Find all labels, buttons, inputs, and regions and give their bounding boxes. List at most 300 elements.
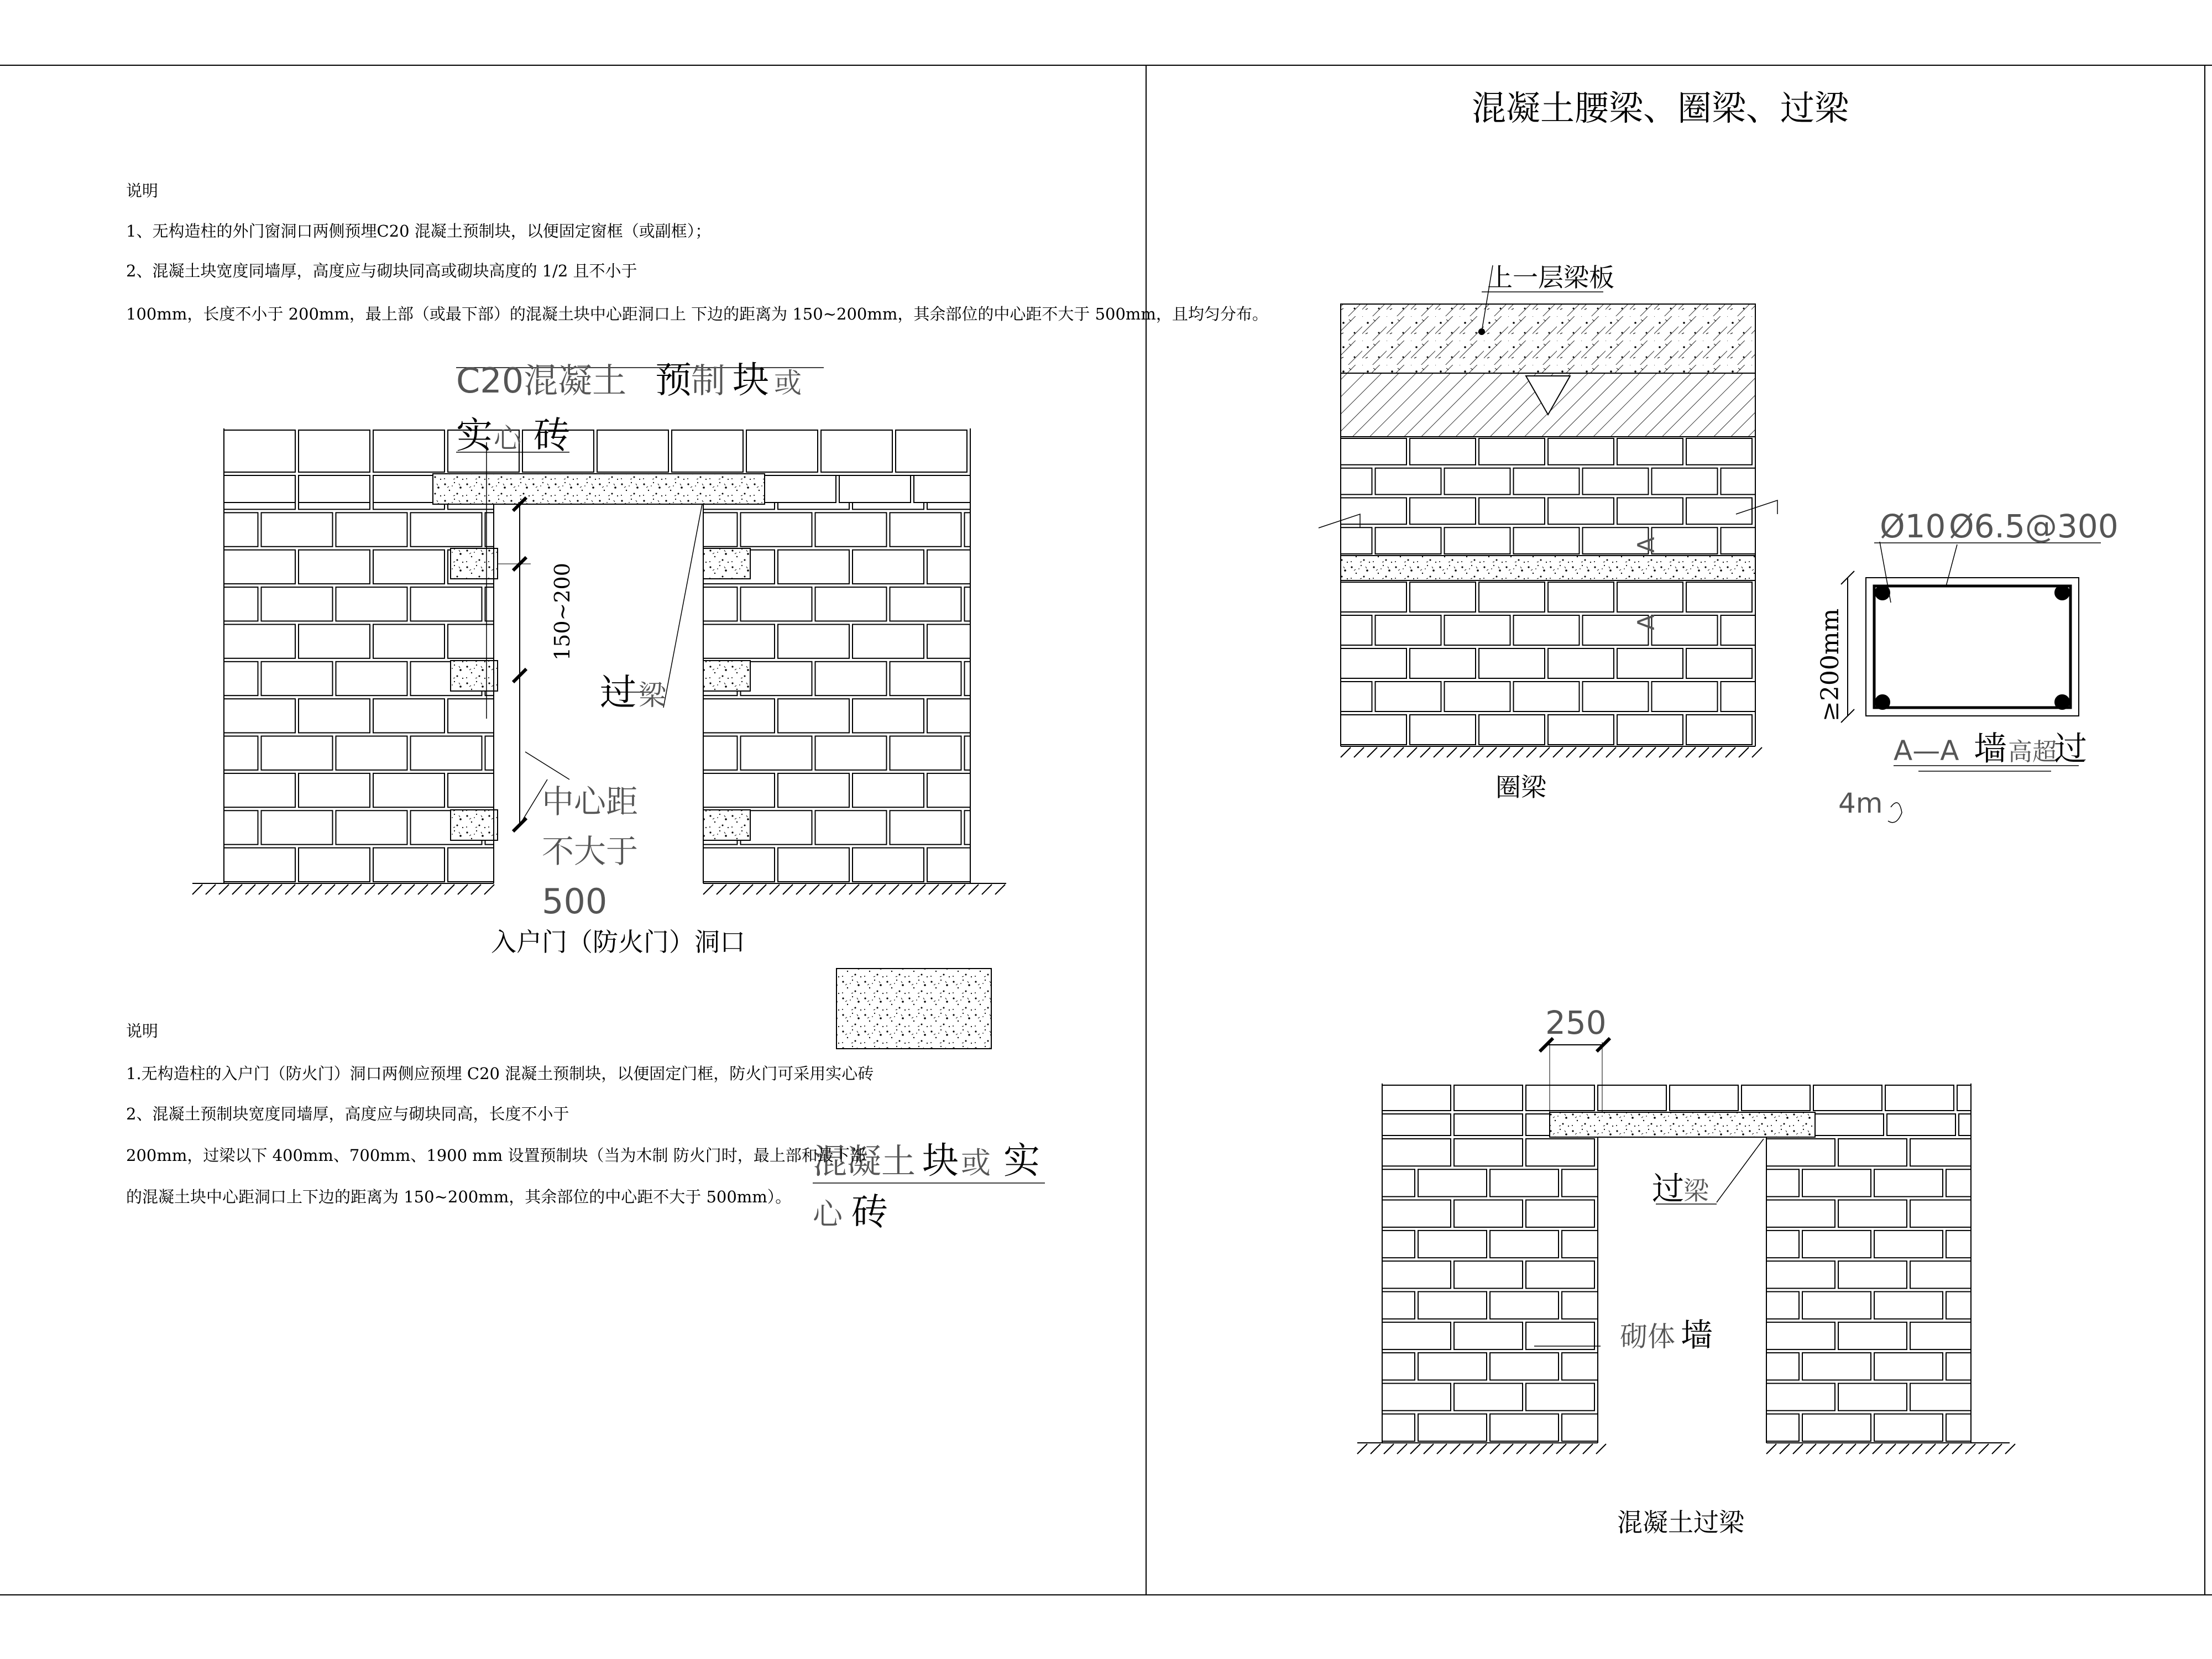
brick xyxy=(336,662,407,695)
brick xyxy=(1376,615,1441,645)
brick xyxy=(778,848,849,882)
brick xyxy=(1382,1085,1451,1111)
brick xyxy=(1885,1085,1954,1111)
brick xyxy=(853,699,924,732)
brick xyxy=(1742,1085,1810,1111)
brick xyxy=(741,810,812,844)
lintel-label-part-1: 过 xyxy=(1652,1170,1685,1207)
brick xyxy=(815,810,887,844)
brick xyxy=(1874,1353,1943,1380)
brick xyxy=(373,848,445,882)
brick xyxy=(853,848,924,882)
lintel-label-part-1: 过 xyxy=(600,671,636,714)
note-2-line-2: 2、混凝土预制块宽度同墙厚，高度应与砌块同高，长度不小于 xyxy=(126,1105,569,1123)
brick xyxy=(765,475,836,503)
brick xyxy=(336,736,407,770)
brick xyxy=(1382,1383,1451,1410)
brick xyxy=(1526,1261,1594,1288)
section-caption-b: 墙 xyxy=(1974,730,2007,768)
brick xyxy=(299,848,370,882)
note-2-line-1: 1.无构造柱的入户门（防火门）洞口两侧应预埋 C20 混凝土预制块，以便固定门框，防火门可采用实心砖 xyxy=(126,1064,874,1083)
brick xyxy=(1910,1200,1971,1227)
brick xyxy=(1479,498,1545,525)
brick xyxy=(741,662,812,695)
brick xyxy=(224,624,295,658)
rebar xyxy=(1875,695,1890,709)
brick xyxy=(815,587,887,621)
section-caption-a: A—A xyxy=(1894,735,1959,767)
brick xyxy=(1838,1261,1907,1288)
brick xyxy=(778,624,849,658)
brick xyxy=(1445,527,1510,554)
brick xyxy=(703,773,775,807)
lintel-dim-label: 250 xyxy=(1545,1004,1607,1042)
brick xyxy=(927,550,970,584)
brick xyxy=(703,512,738,546)
brick xyxy=(1946,1353,1971,1380)
brick xyxy=(1562,1231,1598,1258)
brick xyxy=(411,512,482,546)
spacing-label-2: 不大于 xyxy=(542,833,639,870)
note-1 xyxy=(126,181,1268,323)
legend-label-part-b: 块 xyxy=(922,1139,959,1182)
brick xyxy=(1583,682,1649,711)
rebar-label-main: Ø10 xyxy=(1880,507,1946,545)
brick xyxy=(1490,1292,1559,1319)
brick xyxy=(1410,498,1476,525)
brick xyxy=(778,699,849,732)
legend-swatch xyxy=(836,969,991,1049)
brick xyxy=(927,624,970,658)
brick xyxy=(1548,498,1614,525)
ring-beam xyxy=(1341,556,1755,580)
brick xyxy=(1910,1261,1971,1288)
brick xyxy=(1341,438,1406,465)
note-2-line-4: 的混凝土块中心距洞口上下边的距离为 150~200mm，其余部位的中心距不大于 500mm）。 xyxy=(126,1187,792,1206)
brick xyxy=(1341,648,1406,678)
brick xyxy=(1454,1322,1523,1349)
brick xyxy=(1454,1085,1523,1111)
precast-block xyxy=(451,810,498,840)
brick xyxy=(1418,1414,1487,1441)
brick xyxy=(703,587,738,621)
precast-block xyxy=(451,548,498,579)
precast-label-part-1: C20混凝土 xyxy=(456,360,627,401)
section-height-label: ≥200mm xyxy=(1816,608,1844,721)
section-caption-c: 高超 xyxy=(2008,738,2057,766)
brick xyxy=(1526,1322,1594,1349)
brick xyxy=(1766,1139,1835,1166)
brick xyxy=(1598,1085,1666,1111)
brick xyxy=(1526,1383,1594,1410)
brick xyxy=(224,512,258,546)
brick xyxy=(1617,582,1683,612)
brick xyxy=(1490,1169,1559,1196)
dimension-label: 150~200 xyxy=(550,563,574,661)
rebar xyxy=(2055,585,2069,600)
brick xyxy=(224,810,258,844)
brick xyxy=(597,430,668,472)
brick xyxy=(1562,1353,1598,1380)
brick xyxy=(1410,438,1476,465)
brick xyxy=(1686,715,1752,745)
precast-block xyxy=(703,548,750,579)
brick xyxy=(815,512,887,546)
brick xyxy=(1548,715,1614,745)
brick xyxy=(336,587,407,621)
legend-label-part-a: 混凝土 xyxy=(813,1141,916,1181)
brick xyxy=(485,736,494,770)
brick xyxy=(373,624,445,658)
brick xyxy=(1838,1322,1907,1349)
brick xyxy=(1454,1114,1523,1135)
brick xyxy=(1526,1114,1550,1135)
brick xyxy=(1721,615,1756,645)
brick xyxy=(224,662,258,695)
brick xyxy=(1341,468,1372,495)
door-lintel xyxy=(433,474,765,504)
brick xyxy=(1562,1292,1598,1319)
brick xyxy=(1490,1353,1559,1380)
brick xyxy=(1721,468,1756,495)
brick xyxy=(965,587,971,621)
brick xyxy=(1910,1139,1971,1166)
brick xyxy=(1617,648,1683,678)
brick xyxy=(224,587,258,621)
brick xyxy=(1445,468,1510,495)
brick xyxy=(965,810,971,844)
brick xyxy=(815,662,887,695)
brick xyxy=(448,848,494,882)
brick xyxy=(1946,1292,1971,1319)
ring-wall-lower xyxy=(1341,580,1755,746)
brick xyxy=(411,587,482,621)
brick xyxy=(1382,1322,1451,1349)
brick xyxy=(1686,582,1752,612)
precast-block xyxy=(703,661,750,691)
brick xyxy=(1479,582,1545,612)
brick xyxy=(1341,615,1372,645)
brick xyxy=(1721,682,1756,711)
brick xyxy=(1479,438,1545,465)
note-1-line-1: 1、无构造柱的外门窗洞口两侧预埋C20 混凝土预制块，以便固定窗框（或副框）； xyxy=(126,222,712,240)
brick xyxy=(1874,1292,1943,1319)
brick xyxy=(741,587,812,621)
section-caption-e: 4m xyxy=(1838,787,1883,819)
brick xyxy=(1376,527,1441,554)
brick xyxy=(1341,498,1406,525)
panel-title: 混凝土腰梁、圈梁、过梁 xyxy=(1472,88,1849,128)
brick xyxy=(1838,1383,1907,1410)
brick xyxy=(262,512,333,546)
brick xyxy=(839,475,911,503)
brick xyxy=(1766,1261,1835,1288)
brick xyxy=(1562,1414,1598,1441)
brick xyxy=(1583,468,1649,495)
brick xyxy=(1766,1200,1835,1227)
brick xyxy=(853,624,924,658)
brick xyxy=(373,773,445,807)
brick xyxy=(1910,1322,1971,1349)
brick xyxy=(1376,468,1441,495)
brick xyxy=(1802,1231,1871,1258)
brick xyxy=(741,736,812,770)
brick xyxy=(1514,615,1580,645)
section-mark-a-lower: A xyxy=(1633,614,1660,630)
brick xyxy=(1766,1292,1799,1319)
legend-label-part-f: 砖 xyxy=(851,1191,888,1233)
brick xyxy=(1514,468,1580,495)
slab-label: 上一层梁板 xyxy=(1487,263,1614,292)
brick xyxy=(1382,1139,1451,1166)
brick xyxy=(299,475,370,503)
brick xyxy=(1802,1353,1871,1380)
lintel-wall-left xyxy=(1382,1137,1598,1443)
ring-beam-caption: 圈梁 xyxy=(1495,772,1546,802)
brick xyxy=(672,430,743,472)
brick xyxy=(1382,1261,1451,1288)
brick xyxy=(1490,1231,1559,1258)
brick xyxy=(1562,1169,1598,1196)
brick xyxy=(1686,648,1752,678)
lintel-label-part-2: 梁 xyxy=(639,679,666,711)
brick xyxy=(1617,498,1683,525)
brick xyxy=(1341,682,1372,711)
section-outline xyxy=(1866,578,2079,716)
precast-label-part-4: 块 xyxy=(733,359,769,401)
brick xyxy=(299,773,370,807)
ring-wall-upper xyxy=(1341,437,1755,556)
brick xyxy=(1959,1114,1971,1135)
brick xyxy=(1766,1414,1799,1441)
brick xyxy=(299,550,370,584)
brick xyxy=(224,848,295,882)
brick xyxy=(1454,1200,1523,1227)
legend-label-part-c: 或 xyxy=(961,1145,991,1180)
brick xyxy=(1548,648,1614,678)
brick xyxy=(1617,438,1683,465)
lintel-wall-right xyxy=(1766,1137,1971,1443)
brick xyxy=(890,587,961,621)
brick xyxy=(1418,1169,1487,1196)
brick xyxy=(1445,615,1510,645)
brick xyxy=(373,550,445,584)
brick xyxy=(1410,582,1476,612)
precast-label-part-5: 或 xyxy=(774,367,802,399)
brick xyxy=(1479,715,1545,745)
stirrup xyxy=(1874,586,2070,708)
brick xyxy=(1514,682,1580,711)
brick xyxy=(1910,1383,1971,1410)
brick xyxy=(1418,1292,1487,1319)
note-2-heading: 说明 xyxy=(126,1022,159,1040)
brick xyxy=(1382,1414,1415,1441)
rebar xyxy=(2055,695,2069,709)
brick xyxy=(1766,1231,1799,1258)
note-1-heading: 说明 xyxy=(126,181,159,200)
brick xyxy=(821,430,892,472)
brick xyxy=(1686,438,1752,465)
brick xyxy=(1382,1200,1451,1227)
floor-slab xyxy=(1341,304,1755,373)
brick xyxy=(1652,615,1718,645)
brick xyxy=(1526,1200,1594,1227)
lintel-caption: 混凝土过梁 xyxy=(1617,1508,1744,1537)
brick xyxy=(1376,682,1441,711)
brick xyxy=(299,430,370,472)
brick xyxy=(965,662,971,695)
brick xyxy=(890,512,961,546)
brick xyxy=(1802,1292,1871,1319)
brick xyxy=(914,475,970,503)
brick xyxy=(778,550,849,584)
brick xyxy=(224,475,295,503)
brick xyxy=(1454,1261,1523,1288)
brick xyxy=(1946,1231,1971,1258)
brick xyxy=(224,736,258,770)
brick xyxy=(1410,715,1476,745)
section-mark-a-upper: A xyxy=(1633,537,1660,553)
precast-block xyxy=(703,810,750,840)
brick xyxy=(336,810,407,844)
brick xyxy=(373,699,445,732)
lintel-label-part-2: 梁 xyxy=(1683,1176,1709,1206)
brick xyxy=(1445,682,1510,711)
precast-label-part-3: 制 xyxy=(691,360,726,401)
brick xyxy=(1548,582,1614,612)
brick xyxy=(224,773,295,807)
brick xyxy=(1802,1414,1871,1441)
door-caption: 入户门（防火门）洞口 xyxy=(491,927,745,957)
spacing-label-3: 500 xyxy=(542,881,608,922)
brick xyxy=(703,699,775,732)
brick xyxy=(778,773,849,807)
brick xyxy=(1479,648,1545,678)
brick xyxy=(1341,715,1406,745)
beam-section xyxy=(1841,542,2101,823)
brick xyxy=(1382,1169,1415,1196)
brick xyxy=(1887,1114,1955,1135)
ring-beam-elevation xyxy=(1319,265,1777,757)
brick xyxy=(1802,1169,1871,1196)
wall-label-part-2: 墙 xyxy=(1681,1316,1713,1354)
brick xyxy=(1721,527,1756,554)
brick xyxy=(1766,1383,1835,1410)
brick xyxy=(890,736,961,770)
dimension-chain xyxy=(498,498,531,831)
brick xyxy=(373,430,445,472)
brick xyxy=(1686,498,1752,525)
lintel-elevation xyxy=(1357,1038,2015,1454)
brick xyxy=(703,848,775,882)
brick xyxy=(1382,1231,1415,1258)
brick xyxy=(853,773,924,807)
brick xyxy=(373,475,433,503)
brick xyxy=(1382,1114,1451,1135)
brick xyxy=(1454,1139,1523,1166)
brick xyxy=(1766,1353,1799,1380)
wall-label-part-1: 砌体 xyxy=(1620,1321,1675,1353)
brick xyxy=(1957,1085,1971,1111)
precast-label-part-7: 心 xyxy=(494,422,521,454)
note-2-line-3: 200mm，过梁以下 400mm、700mm、1900 mm 设置预制块（当为木制 防火门时，最上部和最下部 xyxy=(126,1146,866,1165)
brick xyxy=(411,736,482,770)
brick xyxy=(1526,1085,1594,1111)
brick xyxy=(703,736,738,770)
brick xyxy=(224,699,295,732)
brick xyxy=(1670,1085,1738,1111)
brick xyxy=(1514,527,1580,554)
brick xyxy=(965,512,971,546)
brick xyxy=(703,624,775,658)
brick xyxy=(853,550,924,584)
legend-label-part-e: 心 xyxy=(813,1197,843,1232)
brick xyxy=(1815,1114,1884,1135)
section-caption-d: 过 xyxy=(2054,730,2087,768)
brick xyxy=(965,736,971,770)
brick xyxy=(224,550,295,584)
brick xyxy=(815,736,887,770)
brick xyxy=(299,624,370,658)
brick xyxy=(1617,715,1683,745)
brick xyxy=(896,430,967,472)
note-2 xyxy=(126,1022,874,1206)
brick xyxy=(746,430,818,472)
note-1-line-2: 2、混凝土块宽度同墙厚，高度应与砌块同高或砌块高度的 1/2 且不小于 xyxy=(126,261,637,280)
brick xyxy=(1874,1414,1943,1441)
note-1-line-3: 100mm，长度不小于 200mm，最上部（或最下部）的混凝土块中心距洞口上 下边的距离为 150~200mm，其余部位的中心距不大于 500mm，且均匀分布。 xyxy=(126,305,1268,323)
precast-label-part-8: 砖 xyxy=(534,414,570,457)
brick xyxy=(1382,1353,1415,1380)
brick xyxy=(1838,1139,1907,1166)
legend-label-part-d: 实 xyxy=(1003,1139,1040,1182)
brick xyxy=(1766,1322,1835,1349)
brick xyxy=(741,512,812,546)
brick xyxy=(262,736,333,770)
precast-block xyxy=(451,661,498,691)
brick xyxy=(262,810,333,844)
brick xyxy=(1813,1085,1882,1111)
brick xyxy=(1410,648,1476,678)
brick xyxy=(1652,468,1718,495)
brick xyxy=(448,773,494,807)
brick xyxy=(927,699,970,732)
brick xyxy=(1874,1169,1943,1196)
rebar xyxy=(1875,585,1890,600)
brick xyxy=(1946,1414,1971,1441)
brick xyxy=(1418,1353,1487,1380)
lintel-beam xyxy=(1550,1112,1815,1137)
precast-label-part-6: 实 xyxy=(456,414,493,457)
brick xyxy=(1874,1231,1943,1258)
brick xyxy=(1418,1231,1487,1258)
brick xyxy=(1652,527,1718,554)
brick xyxy=(224,430,295,472)
material-legend xyxy=(813,969,1045,1233)
brick xyxy=(299,699,370,732)
brick xyxy=(1341,582,1406,612)
brick xyxy=(1454,1383,1523,1410)
brick xyxy=(1838,1200,1907,1227)
brick xyxy=(890,662,961,695)
precast-label-part-2: 预 xyxy=(655,359,692,401)
lintel-leader xyxy=(1717,1139,1764,1202)
brick xyxy=(336,512,407,546)
brick xyxy=(1382,1292,1415,1319)
brick xyxy=(1490,1414,1559,1441)
brick xyxy=(1341,527,1372,554)
spacing-label-1: 中心距 xyxy=(542,783,639,820)
